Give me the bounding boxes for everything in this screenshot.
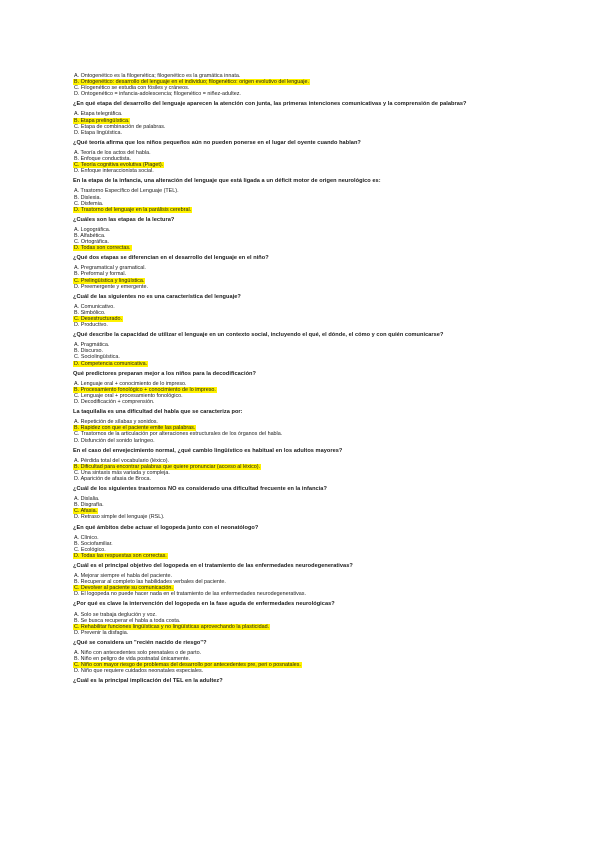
answer-option-text: D. Enfoque interaccionista social. [74,168,154,175]
answer-option-text: B. Sociofamiliar. [74,540,113,547]
answer-option-text: A. Dislalia. [74,496,100,503]
question-block [73,73,540,97]
answer-option-text: B. Rapidez con que el paciente emite las palabras. [74,425,196,432]
answer-option-text: A. Mejorar siempre el habla del paciente. [74,573,172,580]
question-text: La taquilalia es una dificultad del habla que se caracteriza por: [73,409,243,416]
answer-option [73,399,540,405]
answer-option [73,91,540,97]
answer-option-text: B. Discurso. [74,348,104,355]
answer-option-text: A. Trastorno Específico del Lenguaje (TEL). [74,188,179,195]
answer-option-text: C. Ecológico. [74,546,106,553]
answer-options [73,496,540,520]
question-block [73,371,540,405]
answer-options [73,342,540,366]
answer-option-text: A. Etapa telegráfica. [74,111,123,118]
answer-option-text: C. Trastornos de la articulación por alteraciones estructurales de los órganos del habla. [74,431,283,438]
answer-option [73,284,540,290]
answer-option-highlighted [73,245,540,251]
question-text: ¿Cuál de los siguientes trastornos NO es considerado una dificultad frecuente en la infancia? [73,486,327,493]
answer-option-text: A. Teoría de los actos del habla. [74,149,151,156]
question-text: ¿En qué etapa del desarrollo del lenguaje aparecen la atención con junta, las primeras intenciones comunicativas y la comprensión de palabras? [73,101,467,108]
answer-option-text: B. Dislexia. [74,194,101,201]
question-text: ¿Cuál de las siguientes no es una característica del lenguaje? [73,293,241,300]
answer-option-text: B. Alfabética. [74,232,106,239]
answer-option-text: D. Preemergente y emergente. [74,283,149,290]
question-block [73,101,540,135]
answer-options [73,73,540,97]
answer-option-text: B. Dificultad para encontrar palabras que quiere pronunciar (acceso al léxico). [74,463,261,470]
answer-options [73,573,540,597]
answer-option [73,630,540,636]
question-block [73,217,540,251]
question-block [73,601,540,635]
question-text: ¿Por qué es clave la intervención del logopeda en la fase aguda de enfermedades neurológicas? [73,601,335,608]
answer-option [73,668,540,674]
question-block [73,448,540,482]
question-text: ¿Qué se considera un "recién nacido de riesgo"? [73,639,207,646]
answer-option-text: C. Una sintaxis más variada y compleja. [74,469,170,476]
answer-option-text: C. Devolver al paciente su comunicación. [74,585,173,592]
answer-option-text: D. Niño que requiere cuidados neonatales especiales. [74,668,204,675]
answer-option-text: A. Solo se trabaja deglución y voz. [74,611,157,618]
question-text: En el caso del envejecimiento normal, ¿qué cambio lingüístico es habitual en los adultos mayores? [73,447,343,454]
answer-option-text: C. Afasia. [74,508,98,515]
answer-option-text: D. Competencia comunicativa. [74,360,148,367]
question-text: ¿Cuál es la principal implicación del TEL en la adultez? [73,678,223,685]
answer-option-text: B. Niño en peligro de vida postnatal únicamente. [74,656,190,663]
answer-option-highlighted [73,207,540,213]
question-block [73,294,540,328]
answer-option-text: C. Filogenético se estudia con fósiles y cráneos. [74,85,190,92]
answer-option-text: C. Ortográfica. [74,239,110,246]
answer-option [73,438,540,444]
question-block [73,332,540,366]
answer-option-text: D. Decodificación + comprensión. [74,399,155,406]
answer-option-highlighted [73,361,540,367]
answer-option-text: C. Rehabilitar funciones lingüísticas y no lingüísticas aprovechando la plasticidad. [74,623,270,630]
answer-option-text: D. Productivo. [74,322,108,329]
question-text: En la etapa de la infancia, una alteración del lenguaje que está ligada a un déficit motor de origen neurológico es: [73,178,381,185]
answer-options [73,227,540,251]
answer-option-text: D. Trastorno del lenguaje en la parálisis cerebral. [74,206,192,213]
answer-option-text: A. Logográfica. [74,226,111,233]
answer-option [73,168,540,174]
answer-option [73,591,540,597]
answer-option-text: D. Todas son correctas. [74,245,131,252]
question-text: ¿Qué dos etapas se diferencian en el desarrollo del lenguaje en el niño? [73,255,269,262]
answer-option-text: B. Enfoque conductista. [74,156,131,163]
answer-option-text: D. Disfunción del sonido laríngeo. [74,437,155,444]
answer-option-text: B. Preformal y formal. [74,271,127,278]
answer-options [73,458,540,482]
question-block [73,140,540,174]
answer-options [73,150,540,174]
answer-option-text: D. Prevenir la disfagia. [74,629,129,636]
question-block [73,486,540,520]
question-block [73,178,540,212]
question-block [73,678,540,685]
question-text: ¿Qué describe la capacidad de utilizar el lenguaje en un contexto social, incluyendo el qué, el dónde, el cómo y con quién comunicarse? [73,332,444,339]
answer-option-text: A. Repetición de sílabas y sonidos. [74,419,158,426]
answer-option-text: C. Disfemia. [74,200,104,207]
question-block [73,640,540,674]
answer-option-text: C. Teoría cognitiva evolutiva (Piaget). [74,162,164,169]
answer-options [73,111,540,135]
question-text: ¿Cuál es el principal objetivo del logopeda en el tratamiento de las enfermedades neurodegenerativas? [73,563,353,569]
answer-option-text: B. Etapa prelingüística. [74,117,130,124]
answer-option-text: D. Etapa lingüística. [74,129,122,136]
answer-options [73,650,540,674]
question-block [73,525,540,559]
question-text: ¿En qué ámbitos debe actuar el logopeda junto con el neonatólogo? [73,524,259,531]
answer-options [73,381,540,405]
answer-options [73,419,540,443]
answer-option-text: D. Todas las respuestas son correctas. [74,552,167,559]
question-text: ¿Cuáles son las etapas de la lectura? [73,216,175,223]
answer-option-text: C. Lenguaje oral + procesamiento fonológico. [74,392,183,399]
answer-option-text: B. Procesamiento fonológico + conocimiento de lo impreso. [74,386,216,393]
answer-option [73,476,540,482]
answer-option-text: D. Ontogenético = infancia-adolescencia; filogenético = niñez-adultez. [74,91,241,98]
answer-option-text: D. Aparición de afasia de Broca. [74,475,152,482]
answer-option-text: A. Pérdida total del vocabulario (léxico). [74,457,169,464]
answer-option-text: A. Pragmática. [74,342,110,349]
answer-option-text: A. Pregramatical y gramatical. [74,265,146,272]
answer-option-text: A. Comunicativo. [74,303,115,310]
question-text: Qué predictores preparan mejor a los niños para la decodificación? [73,370,256,377]
answer-option [73,322,540,328]
answer-options [73,612,540,636]
answer-option-text: A. Clínico. [74,534,99,541]
answer-option-text: B. Disgrafía. [74,502,104,509]
answer-options [73,188,540,212]
answer-option-text: B. Ontogenético: desarrollo del lenguaje en el individuo; filogenético: origen evolutivo del lenguaje. [74,79,309,86]
question-block [73,563,540,597]
answer-option-highlighted [73,553,540,559]
answer-options [73,265,540,289]
answer-option [73,514,540,520]
answer-options [73,304,540,328]
question-block [73,255,540,289]
answer-option-text: C. Etapa de combinación de palabras. [74,123,166,130]
answer-option-text: C. Sociolingüística. [74,354,120,361]
question-block [73,409,540,443]
answer-options [73,535,540,559]
answer-option-text: A. Ontogenético es la filogenética; filogenético es la gramática innata. [74,73,241,79]
answer-option-text: D. El logopeda no puede hacer nada en el tratamiento de las enfermedades neurodegenerativas. [74,591,306,598]
answer-option-text: C. Desestructurado. [74,316,122,322]
question-text: ¿Qué teoría afirma que los niños pequeños aún no pueden ponerse en el lugar del oyente cuando hablan? [73,139,361,146]
answer-option-text: A. Lenguaje oral + conocimiento de lo impreso. [74,380,187,387]
answer-option-text: C. Niño con mayor riesgo de problemas del desarrollo por antecedentes pre, peri o posnatales. [74,662,301,669]
answer-option [73,130,540,136]
answer-option-text: B. Se busca recuperar el habla a toda costa. [74,617,181,624]
answer-option-text: A. Niño con antecedentes solo prenatales o de parto. [74,650,202,657]
answer-option-text: D. Retraso simple del lenguaje (RSL). [74,514,165,521]
answer-option-text: B. Recuperar al completo las habilidades verbales del paciente. [74,579,226,586]
answer-option-text: B. Simbólico. [74,309,106,316]
answer-option-text: C. Prelingüística y lingüística. [74,277,145,284]
